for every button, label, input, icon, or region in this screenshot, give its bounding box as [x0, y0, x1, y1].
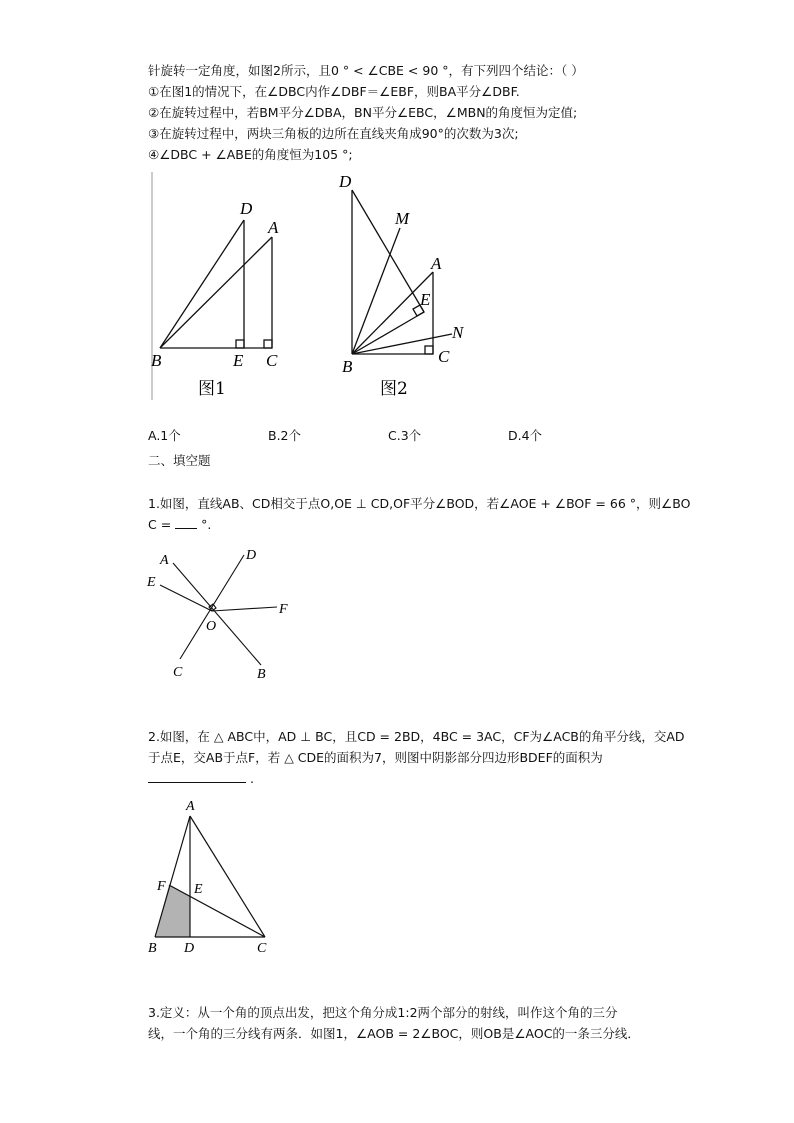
fig1-label-e: E [233, 351, 244, 370]
fig2-label-m: M [395, 209, 410, 228]
q2-line-3-suffix: . [249, 771, 254, 786]
q2-label-b: B [148, 941, 157, 956]
option-a: A.1个 [148, 428, 181, 443]
q2-line-1: 2.如图，在 △ ABC中，AD ⊥ BC，且CD = 2BD，4BC = 3AC，CF为∠ACB的角平分线，交AD [148, 729, 685, 744]
q-prev-line-3: ②在旋转过程中，若BM平分∠DBA，BN平分∠EBC，∠MBN的角度恒为定值; [148, 105, 578, 120]
q2-label-e: E [194, 882, 203, 897]
q1-label-a: A [160, 553, 169, 568]
q1-label-f: F [279, 602, 288, 617]
q1-line-2 [148, 516, 211, 534]
fig2-label-d: D [339, 172, 352, 191]
q1-figure [140, 540, 310, 685]
section-title: 二、填空题 [148, 453, 211, 468]
q2-line-2: 于点E，交AB于点F，若 △ CDE的面积为7，则图中阴影部分四边形BDEF的面积为 [148, 750, 603, 765]
q2-label-d: D [184, 941, 195, 956]
q2-answer-blank[interactable] [148, 782, 246, 783]
q1-line-1: 1.如图，直线AB、CD相交于点O,OE ⊥ CD,OF平分∠BOD，若∠AOE + ∠BOF = 66 °，则∠BO [148, 496, 691, 511]
q2-label-c: C [257, 941, 267, 956]
q-prev-line-4: ③在旋转过程中，两块三角板的边所在直线夹角成90°的次数为3次; [148, 126, 519, 141]
fig2-label-c: C [438, 347, 450, 366]
q1-line-2-suffix: °. [201, 517, 212, 532]
figure-1 [160, 220, 272, 348]
q2-figure [140, 795, 290, 965]
triangle-figures [0, 0, 794, 410]
q-prev-line-1: 针旋转一定角度，如图2所示，且0 ° < ∠CBE < 90 °，有下列四个结论：（ ） [148, 63, 584, 78]
fig2-caption: 图2 [380, 379, 408, 399]
q1-line-2-prefix: C = [148, 517, 172, 532]
q2-label-f: F [157, 879, 166, 894]
fig1-label-c: C [266, 351, 278, 370]
fig1-label-b: B [151, 351, 162, 370]
q1-label-e: E [147, 575, 156, 590]
fig2-label-e: E [420, 290, 431, 309]
q1-label-o: O [206, 619, 217, 634]
q3-line-1: 3.定义：从一个角的顶点出发，把这个角分成1:2两个部分的射线，叫作这个角的三分 [148, 1005, 618, 1020]
option-d: D.4个 [508, 428, 543, 443]
q1-label-d: D [246, 548, 257, 563]
fig1-caption: 图1 [198, 379, 226, 399]
q-prev-line-2: ①在图1的情况下，在∠DBC内作∠DBF＝∠EBF，则BA平分∠DBF. [148, 84, 520, 99]
fig2-label-b: B [342, 357, 353, 376]
q-prev-line-5: ④∠DBC + ∠ABE的角度恒为105 °; [148, 147, 353, 162]
q2-label-a: A [186, 799, 195, 814]
fig2-label-n: N [452, 323, 464, 342]
q3-line-2: 线，一个角的三分线有两条．如图1，∠AOB = 2∠BOC，则OB是∠AOC的一条三分线． [148, 1026, 640, 1041]
q1-label-b: B [257, 667, 266, 682]
fig1-label-d: D [240, 199, 253, 218]
option-c: C.3个 [388, 428, 422, 443]
q1-label-c: C [173, 665, 183, 680]
fig1-label-a: A [268, 218, 279, 237]
fig2-label-a: A [431, 254, 442, 273]
q1-answer-blank[interactable] [175, 528, 197, 529]
q2-line-3 [148, 770, 254, 788]
option-b: B.2个 [268, 428, 302, 443]
